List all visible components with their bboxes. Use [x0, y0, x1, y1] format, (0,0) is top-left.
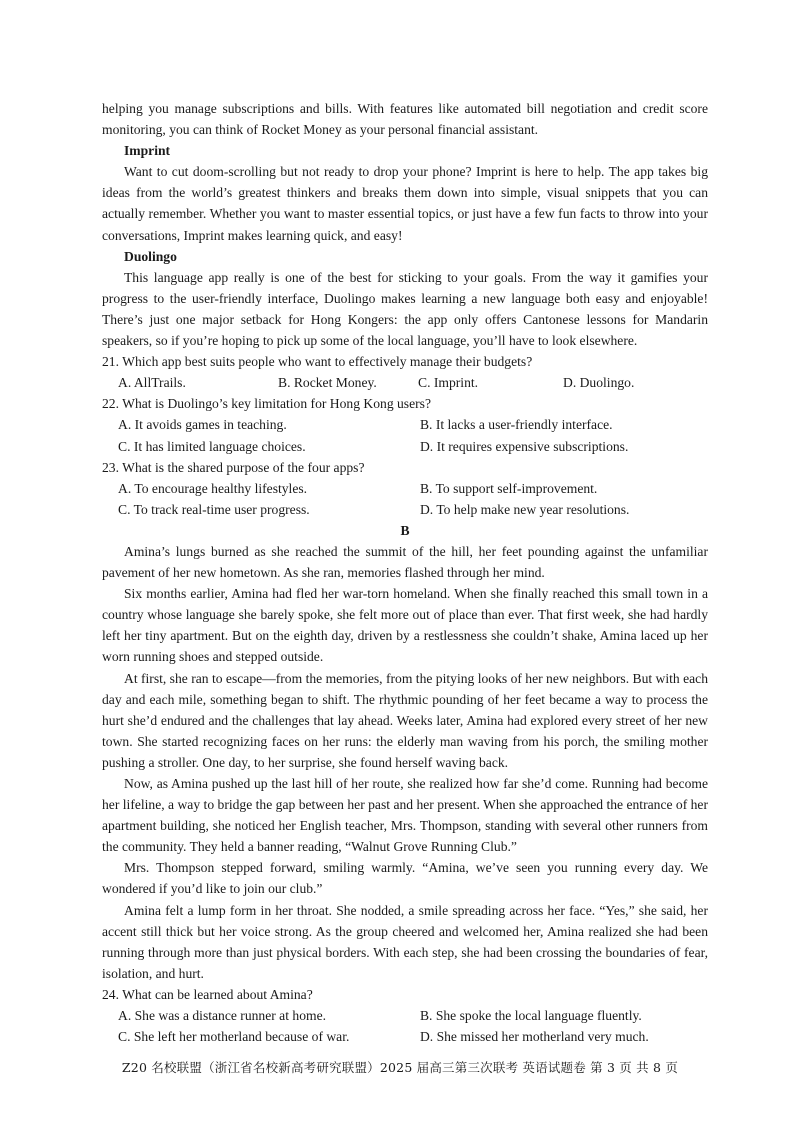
passage-b-paragraph-3: At first, she ran to escape—from the memories, from the pitying looks of her new neighbors. But with each day and each mile, something began to shift. The rhythmic pounding of her feet became a way to process the hurt she’d endured and the challenges that lay ahead. Weeks later, Amina had explored every street of her new town. She started recognizing faces on her runs: the elderly man waving from his porch, the smiling mother pushing a stroller. One day, to her surprise, she found herself waving back. — [102, 670, 709, 770]
question-22-option-a: A. It avoids games in teaching. — [118, 417, 287, 433]
question-24-option-c: C. She left her motherland because of war. — [118, 1029, 350, 1045]
question-24-options-row-2 — [102, 1026, 708, 1047]
passage-b-paragraph-1: Amina’s lungs burned as she reached the summit of the hill, her feet pounding against the unfamiliar pavement of her new hometown. As she ran, memories flashed through her mind. — [102, 543, 708, 581]
question-22-stem: 22. What is Duolingo’s key limitation for Hong Kong users? — [102, 396, 431, 412]
passage-b-paragraph-4: Now, as Amina pushed up the last hill of her route, she realized how far she’d come. Running had become her lifeline, a way to bridge the gap between her past and her present. When she approached the entrance of her apartment building, she noticed her English teacher, Mrs. Thompson, standing with several other runners from the community. They held a banner reading, “Walnut Grove Running Club.” — [102, 776, 708, 855]
question-22-option-b: B. It lacks a user-friendly interface. — [419, 417, 613, 433]
question-21-stem: 21. Which app best suits people who want to effectively manage their budgets? — [102, 354, 533, 370]
question-23-option-c: C. To track real-time user progress. — [118, 501, 310, 517]
passage-b-paragraph-2: Six months earlier, Amina had fled her war-torn homeland. When she finally reached this small town in a country whose language she barely spoke, she felt more out of place than ever. That first week, she had hardly left her tiny apartment. But on the eighth day, driven by a restlessness she couldn’t shake, Amina laced up her worn running shoes and stepped outside. — [102, 586, 708, 665]
question-21-option-d: D. Duolingo. — [563, 375, 635, 391]
app-description-imprint: Want to cut doom-scrolling but not ready to drop your phone? Imprint is here to help. The app takes big ideas from the world’s greatest thinkers and breaks them down into simple, visual snippets that you can actually remember. Whether you want to master essential topics, or just have a few fun facts to throw into your conversations, Imprint makes learning quick, and easy! — [102, 164, 708, 243]
question-21-option-c: C. Imprint. — [418, 375, 479, 391]
question-24-options-row-1 — [102, 1005, 708, 1026]
page-footer: Z20 名校联盟（浙江省名校新高考研究联盟）2025 届高三第三次联考 英语试题卷 第 3 页 共 8 页 — [121, 1060, 679, 1075]
question-21-option-b: B. Rocket Money. — [278, 375, 377, 391]
app-title-imprint: Imprint — [124, 143, 171, 159]
question-24-option-b: B. She spoke the local language fluently. — [419, 1008, 642, 1024]
question-24-stem: 24. What can be learned about Amina? — [102, 986, 313, 1002]
passage-b-paragraph-5: Mrs. Thompson stepped forward, smiling warmly. “Amina, we’ve seen you running every day. We wondered if you’d like to join our club.” — [102, 860, 708, 897]
question-22-options-row-2 — [102, 436, 708, 457]
rocket-money-description-tail: helping you manage subscriptions and bills. With features like automated bill negotiation and credit score monitoring, you can think of Rocket Money as your personal financial assistant. — [102, 101, 708, 138]
question-23-option-d: D. To help make new year resolutions. — [419, 501, 630, 517]
question-23-option-a: A. To encourage healthy lifestyles. — [118, 480, 308, 496]
passage-b-paragraph-6: Amina felt a lump form in her throat. She nodded, a smile spreading across her face. “Yes,” she said, her accent still thick but her voice strong. As the group cheered and welcomed her, Amina realized she had been running through more than just physical borders. With each step, she had been crossing the boundaries of fear, isolation, and hurt. — [102, 902, 708, 981]
question-22-option-c: C. It has limited language choices. — [118, 438, 306, 454]
app-description-duolingo: This language app really is one of the best for sticking to your goals. From the way it gamifies your progress to the user-friendly interface, Duolingo makes learning a new language both easy and enjoyable! There’s just one major setback for Hong Kongers: the app only offers Cantonese lessons for Mandarin speakers, so if you’re hoping to pick up some of the local language, you’ll have to look elsewhere. — [102, 269, 708, 349]
question-23-options-row-1 — [102, 478, 708, 499]
section-b-heading: B — [400, 522, 410, 538]
question-24-option-a: A. She was a distance runner at home. — [118, 1008, 326, 1024]
app-title-duolingo: Duolingo — [124, 248, 177, 264]
question-24-option-d: D. She missed her motherland very much. — [419, 1029, 649, 1045]
question-23-option-b: B. To support self-improvement. — [419, 480, 598, 496]
question-23-stem: 23. What is the shared purpose of the four apps? — [102, 459, 365, 475]
question-23-options-row-2 — [102, 499, 708, 520]
question-21-option-a: A. AllTrails. — [118, 375, 186, 391]
question-22-option-d: D. It requires expensive subscriptions. — [419, 438, 629, 454]
question-22-options-row-1 — [102, 414, 708, 435]
question-21-options — [102, 372, 708, 393]
exam-page — [102, 98, 708, 1047]
